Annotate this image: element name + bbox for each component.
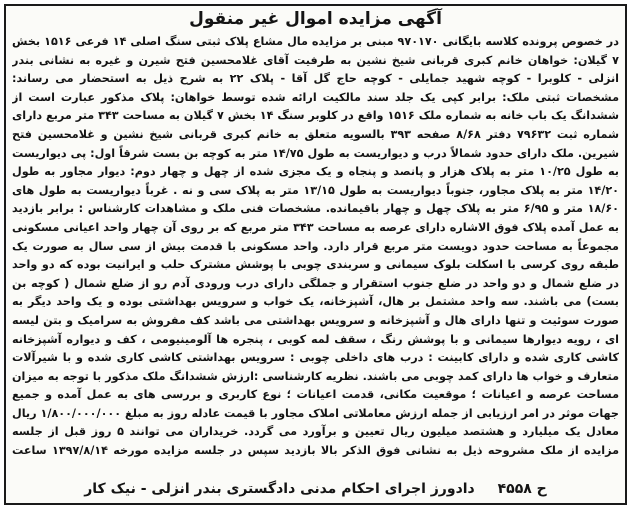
notice-footer — [12, 478, 619, 500]
notice-number: ح ۴۵۵۸ — [497, 481, 547, 497]
notice-paragraph: در خصوص پرونده کلاسه بایگانی ۹۷۰۱۷۰ مبنی بر مزایده مال مشاع پلاک ثبتی سنگ اصلی ۱۴ فرعی ۱۵۱۶ بخش ۷ گیلان: خواهان خانم کبری قربانی شیخ نشین به طرفیت آقای غلامحسین فتح شیرن و غیره به نشانی بندر انزلی - کلوبرا - کوچه شهید جمایلی - کوچه حاج گل آقا - پلاک ۲۲ به شرح ذیل به استحضار می رساند: مشخصات ثبتی ملک: برابر کپی یک جلد سند مالکیت ارائه شده توسط خواهان: پلاک مذکور عبارت است از ششدانگ یک باب خانه به شماره ملک ۱۵۱۶ واقع در کلوبر سنگ ۱۴ بخش ۷ گیلان به مساحت ۳۴۳ متر مربع دارای شماره ثبت ۷۹۶۳۲ دفتر ۸/۶۸ صفحه ۳۹۳ بالسویه متعلق به خانم کبری قربانی شیخ نشین و غلامحسین فتح شیرین. ملک دارای حدود شمالاً درب و دیواریست به طول ۱۴/۷۵ متر به کوچه بن بست شرقاً اول: پی دیواریست به طول ۱۰/۲۵ متر به پلاک هزار و پانصد و پنجاه و یک مجزی شده از چهل و چهار دوم: دیوار مجاور به طول ۱۴/۲۰ متر به پلاک مجاور، جنوباً دیواریست به طول ۱۳/۱۵ متر به پلاک سی و نه . غرباً دیواریست به طول های ۱۸/۶۰ متر و ۶/۹۵ متر به پلاک چهل و چهار باقیمانده. مشخصات فنی ملک و مشاهدات کارشناس : برابر بازدید به عمل آمده پلاک فوق الاشاره دارای عرصه به مساحت ۳۴۳ متر مربع که بر روی آن چهار واحد اعیانی مسکونی مجموعاً به مساحت حدود دویست متر مربع قرار دارد. واحد مسکونی با قدمت بیش از سی سال به صورت یک طبقه روی کرسی با اسکلت بلوک سیمانی و سربندی چوبی با پوشش مشترک حلب و ایرانیت بوده که دو واحد در ضلع شمال و دو واحد در ضلع جنوب استقرار و جملگی دارای درب ورودی آدم رو از ضلع شمال ( کوچه بن بست) می باشند. سه واحد مشتمل بر هال، آشپزخانه، یک خواب و سرویس بهداشتی بوده و یک واحد دیگر به صورت سوئیت و تنها دارای هال و آشپزخانه و سرویس بهداشتی می باشد کف مفروش به سرامیک و بتن لیسه ای ، رویه دیوارها سیمانی و با پوشش رنگ ، سقف لمه کوبی ، پنجره ها آلومینیومی ، کف و دیواره آشپزخانه کاشی کاری شده و دارای کابینت : درب های داخلی چوبی : سرویس بهداشتی کاشی کاری شده و با شیرآلات متعارف و خواب ها دارای کمد چوبی می باشند. نظریه کارشناسی :ارزش ششدانگ ملک مذکور با توجه به میزان مساحت عرصه و اعیانات ؛ موقعیت مکانی، قدمت اعیانات ؛ نوع کاربری و بررسی های به عمل آمده و جمیع جهات موثر در امر ارزیابی از جمله ارزش معاملاتی املاک مجاور با قیمت عادله روز به مبلغ ۱/۸۰۰/۰۰۰/۰۰۰ ریال معادل یک میلیارد و هشتصد میلیون ریال تعیین و برآورد می گردد. خریداران می توانند ۵ روز قبل از جلسه مزایده از ملک مشروحه ذیل به نشانی فوق الذکر بالا بازدید سپس در جلسه مزایده مورخه ۱۳۹۷/۸/۱۴ ساعت — [12, 35, 619, 458]
notice-title: آگهی مزایده اموال غیر منقول — [189, 9, 442, 29]
notice-body — [12, 33, 619, 459]
notice-signature: دادورز اجرای احکام مدنی دادگستری بندر انزلی - نیک کار — [84, 481, 475, 497]
auction-notice — [4, 4, 627, 505]
